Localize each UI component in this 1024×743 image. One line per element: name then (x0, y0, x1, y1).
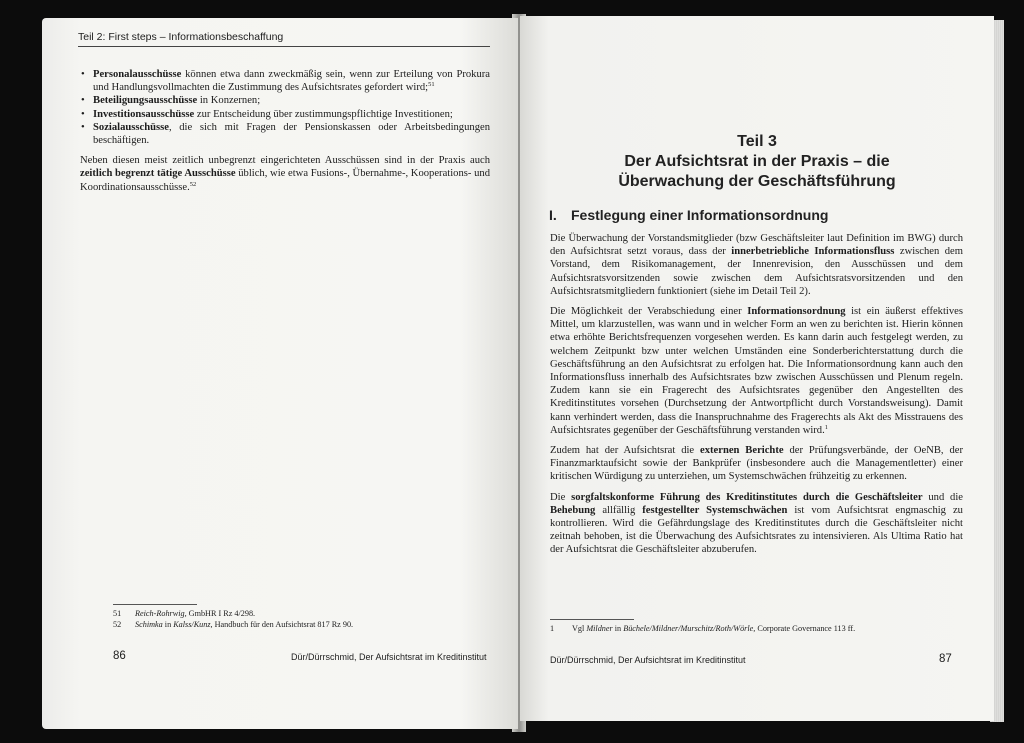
page-number: 86 (113, 650, 126, 662)
footnote: 1 Vgl Mildner in Büchele/Mildner/Murschitz/Roth/Wörle, Corporate Governance 113 ff. (550, 624, 856, 633)
right-page (520, 16, 994, 721)
paragraph: Neben diesen meist zeitlich unbegrenzt eingerichteten Ausschüssen sind in der Praxis auch zeitlich begrenzt tätige Ausschüsse üblich, wie etwa Fusions-, Übernahme-, Kooperations- und Koordinationsausschüsse.$^{52}$ (80, 155, 490, 193)
footer-text: Dür/Dürrschmid, Der Aufsichtsrat im Kreditinstitut (291, 652, 487, 662)
part-title-line: Der Aufsichtsrat in der Praxis – die (624, 153, 890, 170)
list-item: • Investitionsausschüsse zur Entscheidung über zustimmungspflichtige Investitionen; (80, 108, 490, 121)
paragraph: Zudem hat der Aufsichtsrat die externen Berichte der Prüfungsverbände, der OeNB, der Finanzmarktaufsicht sowie der Bankprüfer (insbesondere auch die Managementletter) einer kritischen Würdigung zu unterziehen, um Systemschwächen frühzeitig zu erkennen. (550, 445, 963, 483)
right-body (550, 232, 963, 564)
list-item: • Personalausschüsse können etwa dann zweckmäßig sein, wenn zur Erteilung von Prokura und Handlungsvollmachten die Zustimmung des Aufsichtsrates gefordert wird;$^{51}$ (80, 68, 490, 94)
section-heading: I. Festlegung einer Informationsordnung (549, 207, 829, 223)
footer-text: Dür/Dürrschmid, Der Aufsichtsrat im Kreditinstitut (550, 655, 746, 665)
footnote-rule (113, 604, 197, 605)
footnote-rule (550, 619, 634, 620)
paragraph: Die Überwachung der Vorstandsmitglieder (bzw Geschäftsleiter laut Definition im BWG) durch den Aufsichtsrat setzt voraus, dass der innerbetriebliche Informationsfluss zwischen dem Vorstand, dem Risikomanagement, der Innenrevision, den Ausschüssen und dem Aufsichtsratsvorsitzenden sowie zwischen dem Aufsichtsratsvorsitzenden und den Aufsichtsratsmitgliedern funktioniert (siehe im Detail Teil 2). (550, 233, 963, 297)
footnote: 51 Reich-Rohrwig, GmbHR I Rz 4/298. (113, 609, 256, 618)
part-number: Teil 3 (737, 133, 777, 150)
committee-list (80, 68, 490, 147)
right-footnotes (550, 619, 970, 634)
running-header: Teil 2: First steps – Informationsbeschaffung (78, 31, 490, 47)
list-item: • Beteiligungsausschüsse in Konzernen; (80, 94, 490, 107)
paragraph: Die Möglichkeit der Verabschiedung einer Informationsordnung ist ein äußerst effektives Mittel, um klarzustellen, was wann und in welcher Form an wen zu berichten ist. Hierin können etwa erhöhte Berichtsfrequenzen vorgesehen werden. Es kann darin auch festgelegt werden, zu welchem Zeitpunkt bzw unter welchen Umständen eine Sonderberichterstattung durch die Geschäftsführung an den Aufsichtsrat zu erfolgen hat. Die Informationsordnung kann auch den Informationsfluss innerhalb des Aufsichtsrates bzw zwischen Ausschüssen und Plenum regeln. Zudem kann sie ein Fragerecht des Aufsichtsrates gegenüber den Angestellten des Kreditinstitutes vorsehen (Durchsetzung der Antwortpflicht durch Vorstandsweisung). Damit kann verhindert werden, dass die Inanspruchnahme des Fragerechts als Akt des Misstrauens des Aufsichtsrates gegenüber der Geschäftsführung verstanden wird.$^1$ (550, 306, 963, 436)
part-title (556, 132, 958, 192)
page-number: 87 (939, 653, 952, 665)
list-item: • Sozialausschüsse, die sich mit Fragen der Pensionskassen oder Arbeitsbedingungen beschäftigen. (80, 121, 490, 147)
paragraph: Die sorgfaltskonforme Führung des Kreditinstitutes durch die Geschäftsleiter und die Behebung allfällig festgestellter Systemschwächen ist vom Aufsichtsrat engmaschig zu kontrollieren. Wird die Gefährdungslage des Kreditinstitutes durch die Geschäftsleiter nicht zeitnah behoben, ist die Überwachung des Aufsichtsrates zu intensivieren. Als Ultima Ratio hat der Aufsichtsrat die Geschäftsleiter abzuberufen. (550, 491, 963, 556)
left-body (80, 68, 490, 201)
left-footnotes (113, 604, 483, 630)
part-title-line: Überwachung der Geschäftsführung (618, 173, 896, 190)
footnote: 52 Schimka in Kalss/Kunz, Handbuch für den Aufsichtsrat 817 Rz 90. (113, 620, 354, 629)
